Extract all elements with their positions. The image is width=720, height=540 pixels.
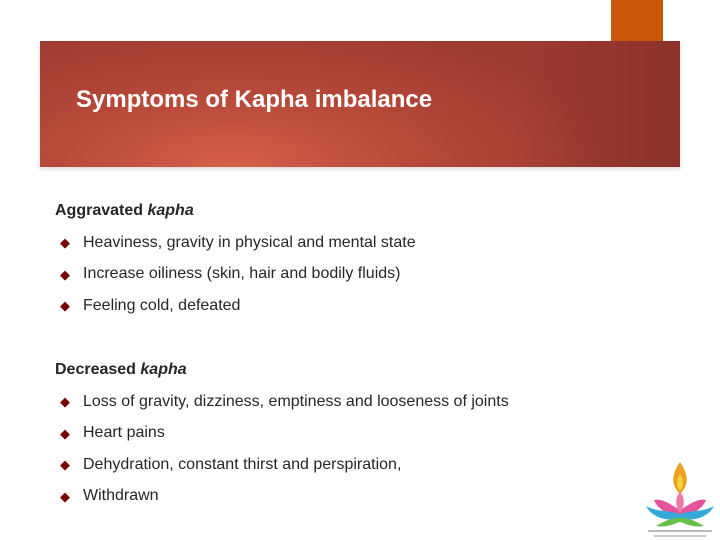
- section-heading-aggravated: [55, 202, 194, 220]
- list-item-text: Heart pains: [83, 424, 165, 442]
- section-heading-term: kapha: [140, 361, 187, 378]
- slide-title: Symptoms of Kapha imbalance: [76, 86, 433, 113]
- list-item: [58, 290, 416, 322]
- list-item-text: Loss of gravity, dizziness, emptiness and looseness of joints: [83, 392, 509, 410]
- list-item-text: Increase oiliness (skin, hair and bodily fluids): [83, 265, 401, 283]
- section-heading-decreased: [55, 361, 187, 379]
- list-item-text: Dehydration, constant thirst and perspiration,: [83, 455, 402, 473]
- list-item-text: Withdrawn: [83, 487, 159, 505]
- section-heading-prefix: Aggravated: [55, 202, 148, 219]
- list-item-text: Feeling cold, defeated: [83, 296, 241, 314]
- list-item: [58, 449, 509, 481]
- decreased-list: [58, 386, 509, 512]
- list-item: [58, 418, 509, 450]
- section-heading-prefix: Decreased: [55, 361, 141, 378]
- list-item-text: Heaviness, gravity in physical and mental state: [83, 233, 416, 251]
- list-item: [58, 481, 509, 513]
- lotus-flame-logo-icon: [640, 460, 720, 540]
- diamond-bullet-icon: ◆: [60, 298, 70, 314]
- diamond-bullet-icon: ◆: [60, 394, 70, 410]
- diamond-bullet-icon: ◆: [60, 457, 70, 473]
- diamond-bullet-icon: ◆: [60, 266, 70, 282]
- aggravated-list: [58, 227, 416, 322]
- list-item: [58, 386, 509, 418]
- diamond-bullet-icon: ◆: [60, 425, 70, 441]
- list-item: [58, 227, 416, 259]
- list-item: [58, 259, 416, 291]
- diamond-bullet-icon: ◆: [60, 235, 70, 251]
- section-heading-term: kapha: [147, 202, 194, 219]
- diamond-bullet-icon: ◆: [60, 488, 70, 504]
